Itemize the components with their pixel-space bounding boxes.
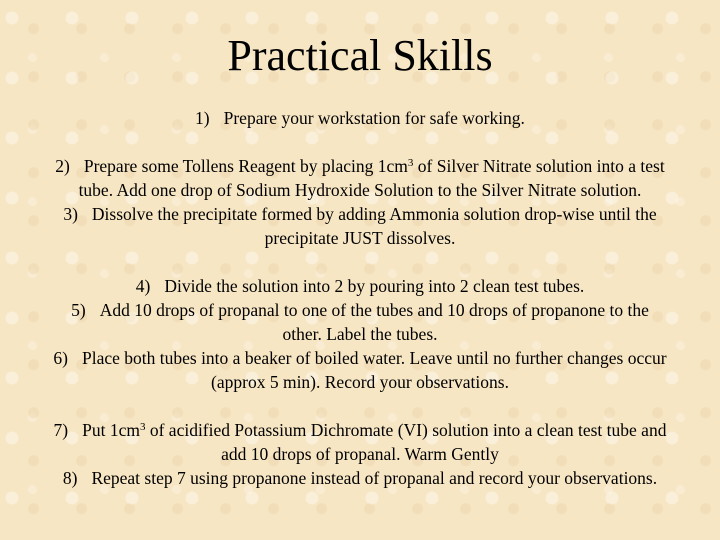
step-5: [0, 298, 720, 322]
step-text: Repeat step 7 using propanone instead of propanal and record your observations.: [91, 468, 658, 488]
step-6-continued: [0, 370, 720, 394]
superscript: 3: [407, 157, 414, 169]
step-2-continued: [0, 178, 720, 202]
step-3-continued: [0, 226, 720, 250]
step-text: Dissolve the precipitate formed by adding Ammonia solution drop-wise until the: [91, 204, 657, 224]
superscript: 3: [139, 421, 146, 433]
step-text: add 10 drops of propanal. Warm Gently: [221, 444, 499, 464]
step-text: Place both tubes into a beaker of boiled water. Leave until no further changes occur: [82, 348, 667, 368]
step-text: of Silver Nitrate solution into a test: [413, 156, 665, 176]
step-2: [0, 154, 720, 178]
step-text: tube. Add one drop of Sodium Hydroxide Solution to the Silver Nitrate solution.: [78, 180, 642, 200]
step-number: 8): [62, 468, 78, 488]
step-text: Prepare your workstation for safe working.: [223, 108, 525, 128]
step-text: Divide the solution into 2 by pouring into 2 clean test tubes.: [164, 276, 585, 296]
step-number: 4): [135, 276, 151, 296]
step-5-continued: [0, 322, 720, 346]
step-text: Add 10 drops of propanal to one of the tubes and 10 drops of propanone to the: [99, 300, 649, 320]
step-text: Prepare some Tollens Reagent by placing 1cm: [83, 156, 408, 176]
step-number: 3): [63, 204, 78, 224]
step-number: 6): [53, 348, 68, 368]
step-7: [0, 418, 720, 442]
step-3: [0, 202, 720, 226]
step-number: 2): [55, 156, 70, 176]
step-text: (approx 5 min). Record your observations.: [211, 372, 509, 392]
step-6: [0, 346, 720, 370]
step-4: [0, 274, 720, 298]
step-8: [0, 466, 720, 490]
step-text: other. Label the tubes.: [282, 324, 438, 344]
step-text: precipitate JUST dissolves.: [264, 228, 456, 248]
step-number: 5): [71, 300, 86, 320]
step-text: of acidified Potassium Dichromate (VI) solution into a clean test tube and: [145, 420, 667, 440]
step-text: Put 1cm: [82, 420, 140, 440]
slide-title: Practical Skills: [227, 31, 493, 80]
step-number: 1): [195, 108, 210, 128]
step-number: 7): [53, 420, 69, 440]
step-1: [0, 106, 720, 130]
step-7-continued: [0, 442, 720, 466]
